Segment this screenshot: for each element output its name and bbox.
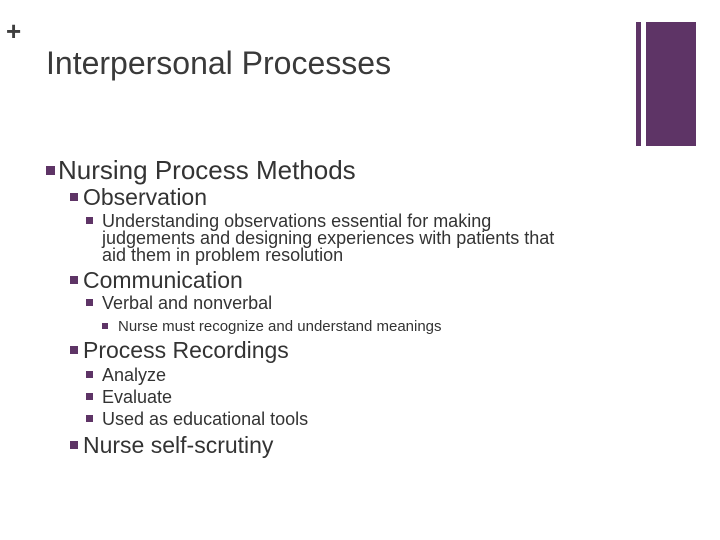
accent-bar-thick	[646, 22, 696, 146]
bullet-evaluate	[86, 389, 172, 406]
square-bullet-icon	[70, 193, 78, 201]
bullet-recognize-meanings	[102, 319, 442, 334]
bullet-text: Nursing Process Methods	[58, 155, 356, 185]
bullet-nursing-process-methods	[46, 157, 356, 183]
bullet-educational-tools	[86, 411, 308, 428]
bullet-text-line: Understanding observations essential for making	[102, 211, 492, 231]
bullet-observation	[70, 186, 207, 209]
square-bullet-icon	[86, 299, 93, 306]
square-bullet-icon	[86, 217, 93, 224]
bullet-text-line: judgements and designing experiences with patients that	[102, 228, 555, 248]
plus-icon: +	[6, 16, 22, 46]
bullet-text: Evaluate	[102, 387, 173, 407]
bullet-text: Analyze	[102, 365, 167, 385]
bullet-verbal-nonverbal	[86, 295, 272, 312]
square-bullet-icon	[46, 166, 55, 175]
bullet-nurse-self-scrutiny	[70, 434, 273, 457]
bullet-text: Nurse must recognize and understand meanings	[118, 318, 442, 335]
bullet-text: Used as educational tools	[102, 409, 309, 429]
bullet-text: Verbal and nonverbal	[102, 293, 273, 313]
bullet-text: Process Recordings	[83, 337, 289, 363]
square-bullet-icon	[102, 323, 108, 329]
bullet-communication	[70, 269, 243, 292]
bullet-observation-detail-line-3	[102, 247, 343, 264]
bullet-process-recordings	[70, 339, 289, 362]
accent-bar-thin	[636, 22, 641, 146]
square-bullet-icon	[70, 346, 78, 354]
slide-title: Interpersonal Processes	[46, 45, 392, 81]
square-bullet-icon	[70, 276, 78, 284]
bullet-text: Communication	[83, 267, 243, 293]
square-bullet-icon	[86, 371, 93, 378]
bullet-analyze	[86, 367, 166, 384]
square-bullet-icon	[86, 393, 93, 400]
square-bullet-icon	[86, 415, 93, 422]
square-bullet-icon	[70, 441, 78, 449]
bullet-text-line: aid them in problem resolution	[102, 245, 344, 265]
bullet-text: Observation	[83, 184, 208, 210]
bullet-text: Nurse self-scrutiny	[83, 432, 274, 458]
